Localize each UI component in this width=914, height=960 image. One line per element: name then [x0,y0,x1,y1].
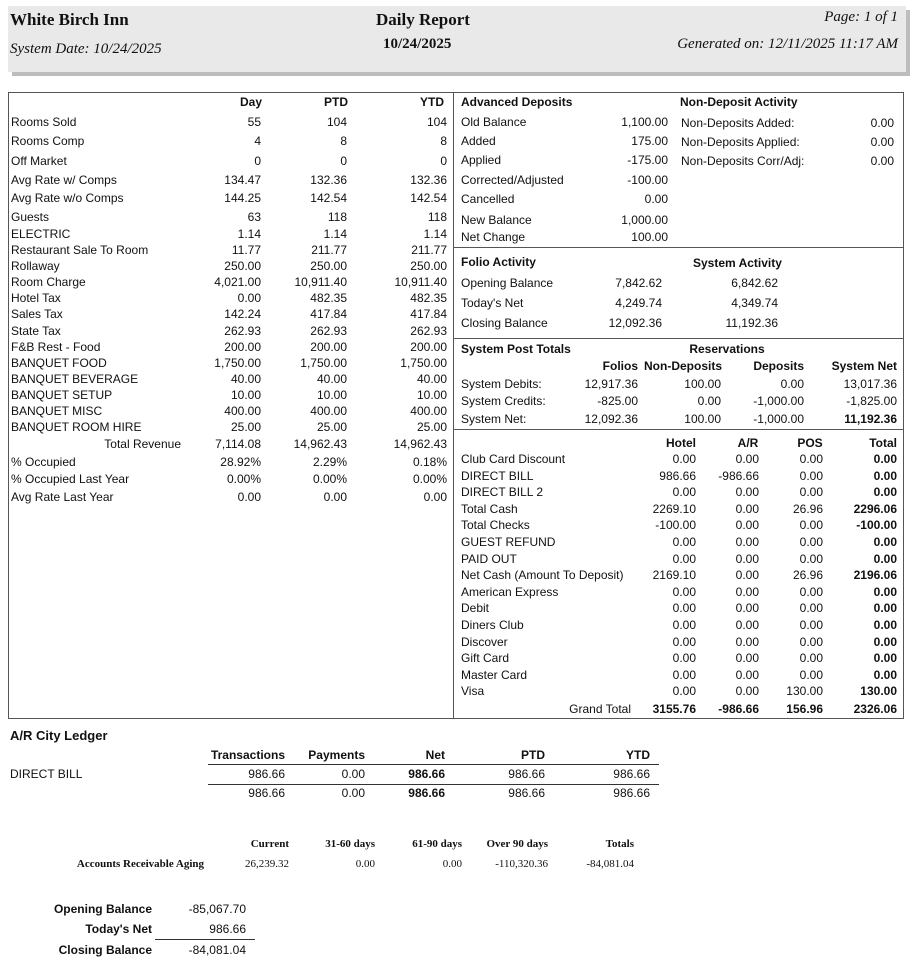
stats-row-ytd: 211.77 [411,243,447,257]
ar-total-transactions: 986.66 [248,786,285,800]
post-row-label: System Credits: [461,394,546,408]
stats-row-ptd: 262.93 [310,324,347,338]
payment-hotel: 0.00 [672,551,696,566]
grand-total-pos: 156.96 [786,702,823,716]
folio-value: 4,249.74 [615,296,662,310]
ar-ledger-title: A/R City Ledger [10,728,108,743]
balance-value: -85,067.70 [188,902,246,916]
stats-row-ptd: 0.00 [323,490,347,504]
payment-label: Net Cash (Amount To Deposit) [461,568,624,583]
payment-ar: 0.00 [735,485,759,500]
stats-row-ptd: 132.36 [310,173,347,187]
balance-underline [155,939,255,940]
balance-label: Today's Net [85,922,152,936]
stats-row-ptd: 400.00 [310,404,347,418]
advanced-deposit-value: -175.00 [627,153,668,167]
payment-hotel: 986.66 [659,468,696,483]
system-value: 6,842.62 [731,276,778,290]
grand-total-hotel: 3155.76 [652,702,696,716]
stats-row-ptd: 250.00 [310,259,347,273]
divider-payments [453,429,904,430]
stats-row-ytd: 0.00 [423,490,447,504]
page-number: Page: 1 of 1 [824,9,898,25]
ar-row-ptd: 986.66 [508,767,545,781]
payment-label: Gift Card [461,651,510,666]
payment-hotel: 0.00 [672,651,696,666]
post-col-deposits: Deposits [753,359,804,373]
payment-hotel: 2269.10 [652,501,696,516]
payment-label: DIRECT BILL 2 [461,485,544,500]
stats-row-ytd: 118 [427,210,447,224]
stats-row-label: Rooms Comp [11,134,85,148]
payment-label: DIRECT BILL [461,468,534,483]
payment-total: 0.00 [873,485,897,500]
payment-label: Total Checks [461,518,530,533]
grand-total-label: Grand Total [569,702,631,716]
post-col-folios: Folios [602,359,638,373]
payment-total: 0.00 [873,551,897,566]
payment-label: Club Card Discount [461,452,566,466]
advanced-deposit-label: Old Balance [461,115,527,129]
stats-row-label: Avg Rate w/ Comps [11,173,117,187]
stats-row-day: 200.00 [224,340,261,354]
stats-row-ytd: 0.00% [412,472,447,486]
stats-row-day: 0.00 [237,291,261,305]
post-totals-title: System Post Totals [461,342,571,356]
stats-row-label: Off Market [11,154,67,168]
stats-row-label: BANQUET SETUP [11,388,113,402]
stats-row-label: F&B Rest - Food [11,340,101,354]
aging-col: Over 90 days [486,838,548,850]
advanced-deposit-label: Corrected/Adjusted [461,173,564,187]
stats-row-ptd: 104 [326,115,347,129]
payment-hotel: 0.00 [672,634,696,649]
stats-row-day: 0.00% [226,472,261,486]
non-deposit-value: 0.00 [870,154,894,168]
payment-pos: 26.96 [792,501,823,516]
stats-header-ptd: PTD [324,95,348,109]
stats-row-label: BANQUET FOOD [11,356,107,370]
stats-row-ytd: 142.54 [410,191,447,205]
non-deposit-label: Non-Deposits Added: [681,116,795,130]
ar-header-underline [208,764,659,765]
post-row-label: System Debits: [461,377,542,391]
payment-pos: 0.00 [799,485,823,500]
stats-row-day: 0 [254,154,261,168]
ar-total-ptd: 986.66 [508,786,545,800]
system-value: 11,192.36 [725,316,778,330]
stats-row-ytd: 14,962.43 [393,437,447,451]
report-header [8,6,906,72]
non-deposit-value: 0.00 [870,116,894,130]
post-row-deposits: 0.00 [780,377,804,391]
ar-col-ptd: PTD [521,748,545,762]
payment-label: Debit [461,601,490,616]
stats-row-label: Room Charge [11,275,86,289]
advanced-deposit-label: New Balance [461,213,532,227]
stats-row-ptd: 211.77 [311,243,347,257]
aging-value: 26,239.32 [245,858,289,870]
balance-value: 986.66 [209,922,246,936]
stats-row-day: 1.14 [237,227,261,241]
stats-row-day: 250.00 [224,259,261,273]
stats-row-label: Rollaway [11,259,60,273]
ar-total-line [208,784,659,785]
stats-row-ytd: 104 [426,115,447,129]
aging-col: 61-90 days [412,838,462,850]
stats-row-day: 28.92% [220,455,261,469]
advanced-deposit-value: 1,000.00 [621,213,668,227]
post-col-systemnet: System Net [831,359,897,373]
advanced-deposit-value: 1,100.00 [621,115,668,129]
aging-value: 0.00 [355,858,375,870]
stats-row-ptd: 0 [340,154,347,168]
ar-total-payments: 0.00 [341,786,365,800]
stats-row-day: 134.47 [224,173,261,187]
aging-col: 31-60 days [325,838,375,850]
stats-row-label: Restaurant Sale To Room [11,243,149,257]
stats-row-label: BANQUET BEVERAGE [11,372,139,386]
advanced-deposit-label: Cancelled [461,192,515,206]
post-row-systemnet: 11,192.36 [844,412,897,426]
stats-row-label: Avg Rate Last Year [11,490,114,504]
stats-row-ptd: 417.84 [310,307,347,321]
payment-hotel: -100.00 [655,518,696,533]
payment-hotel: 0.00 [672,535,696,549]
stats-row-day: 63 [247,210,261,224]
post-row-systemnet: -1,825.00 [846,394,897,408]
ar-total-net: 986.66 [408,786,445,800]
payment-ar: 0.00 [735,535,759,549]
payment-pos: 0.00 [799,452,823,466]
payment-pos: 0.00 [799,584,823,599]
stats-row-ytd: 40.00 [416,372,447,386]
divider-folio [453,247,904,248]
stats-row-ptd: 118 [327,210,347,224]
stats-row-ytd: 1,750.00 [400,356,447,370]
post-row-nondeposits: 100.00 [684,377,721,391]
payment-ar: 0.00 [735,568,759,583]
payment-pos: 130.00 [786,684,823,699]
advanced-deposit-label: Applied [461,153,502,167]
stats-row-ptd: 25.00 [316,420,347,434]
pay-col-hotel: Hotel [666,436,696,450]
stats-row-label: Rooms Sold [11,115,77,129]
stats-row-ytd: 0.18% [412,455,447,469]
stats-row-day: 25.00 [230,420,261,434]
payment-ar: 0.00 [735,551,759,566]
payment-pos: 0.00 [799,634,823,649]
stats-row-label: Hotel Tax [11,291,61,305]
stats-row-ptd: 482.35 [310,291,347,305]
payment-total: 0.00 [873,452,897,466]
advanced-deposit-value: 0.00 [644,192,668,206]
payment-pos: 0.00 [799,618,823,632]
aging-value: 0.00 [442,858,462,870]
aging-col: Totals [605,838,634,850]
pay-col-pos: POS [797,436,823,450]
stats-row-day: 0.00 [237,490,261,504]
stats-row-ptd: 142.54 [310,191,347,205]
stats-row-ytd: 482.35 [410,291,447,305]
non-deposit-value: 0.00 [870,135,894,149]
stats-row-day: 262.93 [224,324,261,338]
payment-pos: 26.96 [792,568,823,583]
non-deposit-label: Non-Deposits Applied: [681,135,800,149]
stats-row-ytd: 250.00 [410,259,447,273]
stats-row-ptd: 2.29% [312,455,347,469]
stats-row-label: % Occupied Last Year [11,472,130,486]
report-title: Daily Report [376,10,470,29]
post-row-folios: 12,917.36 [584,377,638,391]
stats-row-ytd: 8 [440,134,447,148]
payment-label: PAID OUT [461,551,517,566]
stats-row-ptd: 1.14 [323,227,347,241]
balance-value: -84,081.04 [188,943,246,957]
payment-ar: 0.00 [735,452,759,466]
payment-total: 0.00 [873,601,897,616]
stats-row-ptd: 0.00% [312,472,347,486]
payment-label: American Express [461,584,559,599]
payment-hotel: 0.00 [672,601,696,616]
payment-pos: 0.00 [799,601,823,616]
non-deposit-title: Non-Deposit Activity [680,95,798,109]
payment-pos: 0.00 [799,518,823,533]
post-row-label: System Net: [461,412,527,426]
system-activity-title: System Activity [693,256,782,270]
payment-ar: 0.00 [735,618,759,632]
payment-label: Diners Club [461,618,524,632]
non-deposit-label: Non-Deposits Corr/Adj: [681,154,805,168]
stats-row-label: State Tax [11,324,61,338]
stats-row-label: Total Revenue [104,437,181,451]
ar-row-label: DIRECT BILL [10,767,83,781]
payment-total: 2296.06 [853,501,897,516]
stats-row-day: 10.00 [230,388,261,402]
stats-row-ytd: 200.00 [410,340,447,354]
stats-row-day: 4,021.00 [214,275,261,289]
payment-hotel: 0.00 [672,684,696,699]
folio-label: Today's Net [461,296,524,310]
stats-row-ptd: 10.00 [316,388,347,402]
report-date: 10/24/2025 [383,36,452,52]
advanced-deposit-label: Net Change [461,230,526,244]
advanced-deposit-value: 100.00 [631,230,668,244]
stats-row-ptd: 1,750.00 [300,356,347,370]
payment-total: 0.00 [873,667,897,682]
payment-total: 0.00 [873,618,897,632]
ar-row-net: 986.66 [408,767,445,781]
post-row-systemnet: 13,017.36 [843,377,897,391]
stats-row-ytd: 262.93 [410,324,447,338]
payment-ar: -986.66 [718,468,759,483]
folio-value: 12,092.36 [608,316,662,330]
payment-hotel: 0.00 [672,485,696,500]
stats-row-day: 144.25 [224,191,261,205]
post-row-deposits: -1,000.00 [753,394,804,408]
payment-total: 2196.06 [853,568,897,583]
payment-label: Visa [461,684,485,699]
payment-total: 0.00 [873,651,897,666]
ar-col-net: Net [425,748,445,762]
stats-row-day: 400.00 [224,404,261,418]
advanced-deposit-label: Added [461,134,496,148]
post-row-nondeposits: 0.00 [697,394,721,408]
ar-row-ytd: 986.66 [613,767,650,781]
stats-row-ytd: 417.84 [410,307,447,321]
generated-on: Generated on: 12/11/2025 11:17 AM [677,36,898,52]
payment-hotel: 2169.10 [652,568,696,583]
stats-row-ptd: 40.00 [316,372,347,386]
payment-ar: 0.00 [735,684,759,699]
balance-label: Closing Balance [58,943,152,957]
post-row-folios: -825.00 [597,394,638,408]
payment-pos: 0.00 [799,551,823,566]
stats-row-ptd: 200.00 [310,340,347,354]
stats-row-day: 55 [247,115,261,129]
stats-row-label: BANQUET ROOM HIRE [11,420,142,434]
aging-value: -110,320.36 [495,858,548,870]
stats-header-day: Day [239,95,262,109]
payment-ar: 0.00 [735,584,759,599]
grand-total-total: 2326.06 [853,702,897,716]
stats-row-ytd: 10,911.40 [394,275,447,289]
post-row-deposits: -1,000.00 [753,412,804,426]
post-row-folios: 12,092.36 [584,412,638,426]
aging-value: -84,081.04 [586,858,634,870]
stats-row-day: 4 [254,134,261,148]
stats-row-ytd: 400.00 [410,404,447,418]
payment-ar: 0.00 [735,667,759,682]
stats-row-ytd: 10.00 [416,388,447,402]
payment-ar: 0.00 [735,518,759,533]
payment-total: -100.00 [856,518,897,533]
stats-row-day: 11.77 [231,243,261,257]
divider-post-totals [453,338,904,339]
payment-total: 130.00 [860,684,897,699]
payment-pos: 0.00 [799,535,823,549]
payment-total: 0.00 [873,584,897,599]
payment-total: 0.00 [873,535,897,549]
balance-label: Opening Balance [53,902,152,916]
stats-row-ytd: 132.36 [410,173,447,187]
payment-ar: 0.00 [735,634,759,649]
hotel-name: White Birch Inn [10,10,129,29]
post-col-nondeposits: Non-Deposits [644,359,722,373]
reservations-title: Reservations [689,342,765,356]
folio-label: Closing Balance [461,316,548,330]
folio-value: 7,842.62 [615,276,662,290]
ar-col-transactions: Transactions [210,748,285,762]
stats-row-ptd: 14,962.43 [293,437,347,451]
pay-col-ar: A/R [737,436,759,450]
payment-hotel: 0.00 [672,667,696,682]
payment-hotel: 0.00 [672,618,696,632]
advanced-deposit-value: -100.00 [627,173,668,187]
system-value: 4,349.74 [731,296,778,310]
stats-row-ytd: 0 [440,154,447,168]
payment-total: 0.00 [873,468,897,483]
payment-hotel: 0.00 [672,452,696,466]
stats-row-label: ELECTRIC [11,227,71,241]
pay-col-total: Total [869,436,897,450]
stats-row-day: 7,114.08 [215,437,261,451]
ar-row-payments: 0.00 [341,767,365,781]
ar-row-transactions: 986.66 [248,767,285,781]
advanced-deposit-value: 175.00 [631,134,668,148]
payment-hotel: 0.00 [672,584,696,599]
stats-row-label: Avg Rate w/o Comps [11,191,124,205]
payment-label: Total Cash [461,501,518,516]
ar-total-ytd: 986.66 [613,786,650,800]
folio-label: Opening Balance [461,276,554,290]
ar-col-payments: Payments [308,748,365,762]
payment-label: GUEST REFUND [461,535,556,549]
folio-activity-title: Folio Activity [461,255,536,269]
payment-ar: 0.00 [735,651,759,666]
aging-col: Current [250,838,289,850]
payment-total: 0.00 [873,634,897,649]
payment-label: Discover [461,634,508,649]
stats-row-label: % Occupied [11,455,76,469]
post-row-nondeposits: 100.00 [684,412,721,426]
payment-ar: 0.00 [735,601,759,616]
grand-total-ar: -986.66 [718,702,759,716]
payment-ar: 0.00 [735,501,759,516]
stats-row-label: Guests [11,210,50,224]
stats-header-ytd: YTD [420,95,444,109]
stats-row-day: 40.00 [230,372,261,386]
ar-col-ytd: YTD [626,748,650,762]
advanced-deposits-title: Advanced Deposits [461,95,573,109]
stats-row-day: 142.24 [224,307,261,321]
payment-pos: 0.00 [799,468,823,483]
stats-row-label: Sales Tax [11,307,63,321]
stats-row-label: BANQUET MISC [11,404,103,418]
stats-row-ytd: 1.14 [423,227,447,241]
stats-row-ptd: 8 [340,134,347,148]
aging-label: Accounts Receivable Aging [76,858,204,870]
payment-pos: 0.00 [799,667,823,682]
stats-row-ptd: 10,911.40 [294,275,347,289]
payment-label: Master Card [461,667,528,682]
stats-row-ytd: 25.00 [416,420,447,434]
stats-row-day: 1,750.00 [214,356,261,370]
payment-pos: 0.00 [799,651,823,666]
system-date: System Date: 10/24/2025 [10,41,162,57]
